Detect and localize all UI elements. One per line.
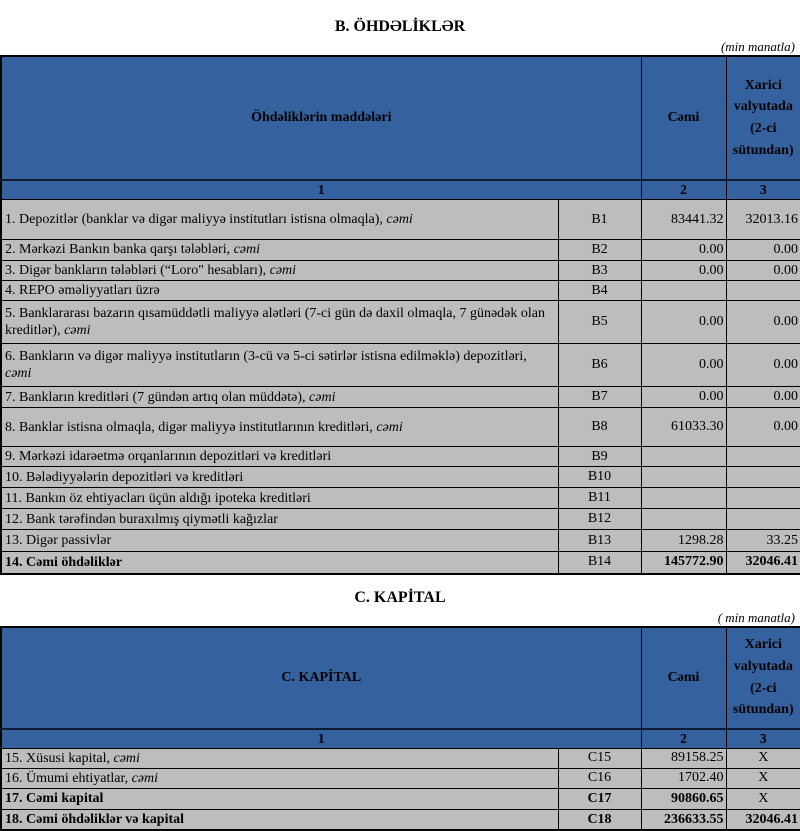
row-fx: 32046.41 — [726, 552, 800, 574]
row-label-cell — [1, 387, 558, 408]
colnum-3: 3 — [726, 180, 800, 200]
row-fx: X — [726, 748, 800, 768]
row-label: 5. Banklararası bazarın qısamüddətli maliyyə alətləri (7-ci gün də daxil olmaqla, 7 günədək olan kreditlər), — [5, 306, 545, 339]
row-label-suffix: cəmi — [305, 389, 336, 405]
row-code: B8 — [558, 408, 641, 447]
row-fx — [726, 447, 800, 467]
row-fx: X — [726, 768, 800, 788]
row-code: B5 — [558, 301, 641, 344]
row-label-cell — [1, 488, 558, 509]
section-c-title: C. KAPİTAL — [354, 588, 446, 606]
row-total: 0.00 — [641, 240, 726, 261]
row-total: 1298.28 — [641, 530, 726, 552]
row-code: B4 — [558, 281, 641, 301]
row-code: C15 — [558, 748, 641, 768]
row-label-cell — [1, 301, 558, 344]
liabilities-table — [0, 55, 800, 575]
row-code: B7 — [558, 387, 641, 408]
row-total: 1702.40 — [641, 768, 726, 788]
row-total — [641, 447, 726, 467]
row-label-cell — [1, 552, 558, 574]
row-label-suffix: cəmi — [60, 323, 91, 339]
row-label-cell — [1, 530, 558, 552]
row-label: 2. Mərkəzi Bankın banka qarşı tələbləri, — [5, 242, 231, 258]
row-label: 4. REPO əməliyyatları üzrə — [5, 283, 160, 299]
table-row — [1, 408, 800, 447]
table-row-total-liabilities-and-capital — [1, 809, 800, 830]
row-label: 8. Banklar istisna olmaqla, digər maliyyə institutlarının kreditləri, — [5, 419, 373, 435]
row-fx: 33.25 — [726, 530, 800, 552]
row-fx: 0.00 — [726, 261, 800, 281]
col-header-total: Cəmi — [641, 56, 726, 180]
row-total: 145772.90 — [641, 552, 726, 574]
row-label: 7. Bankların kreditləri (7 gündən artıq olan müddətə), — [5, 389, 306, 405]
row-label-cell — [1, 809, 558, 830]
row-label: 1. Depozitlər (banklar və digər maliyyə institutları istisna olmaqla), — [5, 211, 383, 227]
table-row — [1, 344, 800, 387]
row-code: B10 — [558, 467, 641, 488]
row-label-suffix: cəmi — [372, 419, 403, 435]
row-code: B1 — [558, 200, 641, 240]
row-label: 16. Ümumi ehtiyatlar, — [5, 770, 129, 786]
table-row — [1, 200, 800, 240]
row-fx — [726, 488, 800, 509]
row-total — [641, 281, 726, 301]
colnum-2: 2 — [641, 729, 726, 749]
table-row — [1, 301, 800, 344]
capital-colnum-row — [1, 729, 800, 749]
row-code: B2 — [558, 240, 641, 261]
row-total: 61033.30 — [641, 408, 726, 447]
table-row — [1, 447, 800, 467]
row-label: 11. Bankın öz ehtiyacları üçün aldığı ipoteka kreditləri — [5, 490, 311, 506]
row-code: B9 — [558, 447, 641, 467]
row-label: 15. Xüsusi kapital, — [5, 750, 110, 766]
section-b-unit-note: (min manatla) — [720, 39, 795, 54]
row-code: B12 — [558, 509, 641, 530]
row-label-cell — [1, 281, 558, 301]
row-label-cell — [1, 788, 558, 809]
row-code: B13 — [558, 530, 641, 552]
row-fx: 32046.41 — [726, 809, 800, 830]
row-total: 0.00 — [641, 387, 726, 408]
row-fx: 32013.16 — [726, 200, 800, 240]
row-label: 3. Digər bankların tələbləri (“Loro" hesabları), — [5, 263, 267, 278]
colnum-1: 1 — [1, 729, 641, 749]
section-b-title: B. ÖHDƏLİKLƏR — [334, 18, 466, 35]
row-fx: X — [726, 788, 800, 809]
row-label-cell — [1, 509, 558, 530]
table-row — [1, 748, 800, 768]
row-label-cell — [1, 408, 558, 447]
table-row — [1, 261, 800, 281]
row-label: 18. Cəmi öhdəliklər və kapital — [5, 812, 185, 828]
row-total: 0.00 — [641, 344, 726, 387]
row-fx: 0.00 — [726, 301, 800, 344]
row-fx: 0.00 — [726, 408, 800, 447]
row-total: 89158.25 — [641, 748, 726, 768]
row-label-cell — [1, 261, 558, 281]
col-header-fx: Xarici valyutada (2-ci sütundan) — [726, 56, 800, 180]
row-label-cell — [1, 344, 558, 387]
row-code: C16 — [558, 768, 641, 788]
row-label-suffix: cəmi — [5, 366, 32, 382]
row-label-suffix: cəmi — [110, 750, 140, 766]
col-header-items: C. KAPİTAL — [1, 627, 641, 729]
table-row — [1, 488, 800, 509]
row-fx: 0.00 — [726, 387, 800, 408]
row-code: B11 — [558, 488, 641, 509]
row-label: 17. Cəmi kapital — [5, 791, 104, 807]
col-header-items: Öhdəliklərin maddələri — [1, 56, 641, 180]
liabilities-colnum-row — [1, 180, 800, 200]
row-label: 9. Mərkəzi idarəetmə orqanlarının depozitləri və kreditləri — [5, 449, 332, 465]
row-label-suffix: cəmi — [266, 263, 297, 278]
colnum-3: 3 — [726, 729, 800, 749]
capital-table — [0, 626, 800, 831]
capital-header-row — [1, 627, 800, 729]
row-fx: 0.00 — [726, 344, 800, 387]
row-label-suffix: cəmi — [230, 242, 261, 258]
row-label: 13. Digər passivlər — [5, 533, 112, 549]
col-header-fx: Xarici valyutada (2-ci sütundan) — [726, 627, 800, 729]
table-row — [1, 467, 800, 488]
row-label-cell — [1, 467, 558, 488]
row-total: 83441.32 — [641, 200, 726, 240]
row-label-suffix: cəmi — [128, 770, 159, 786]
row-label: 6. Bankların və digər maliyyə institutların (3-cü və 5-ci sətirlər istisna edilməklə) depozitləri, — [5, 349, 527, 365]
row-total: 0.00 — [641, 261, 726, 281]
table-row — [1, 387, 800, 408]
row-code: C17 — [558, 788, 641, 809]
row-total: 236633.55 — [641, 809, 726, 830]
row-total — [641, 488, 726, 509]
row-label: 12. Bank tərəfindən buraxılmış qiymətli kağızlar — [5, 511, 278, 527]
colnum-1: 1 — [1, 180, 641, 200]
row-label-cell — [1, 240, 558, 261]
row-total — [641, 509, 726, 530]
section-c-unit-note: ( min manatla) — [717, 609, 795, 625]
row-label-cell — [1, 447, 558, 467]
row-label-cell — [1, 200, 558, 240]
row-total: 0.00 — [641, 301, 726, 344]
table-row-total-capital — [1, 788, 800, 809]
row-fx — [726, 467, 800, 488]
row-fx: 0.00 — [726, 240, 800, 261]
row-fx — [726, 281, 800, 301]
table-row — [1, 509, 800, 530]
col-header-total: Cəmi — [641, 627, 726, 729]
table-row — [1, 281, 800, 301]
row-total: 90860.65 — [641, 788, 726, 809]
row-label: 10. Bələdiyyələrin depozitləri və kreditləri — [5, 469, 244, 485]
liabilities-header-row — [1, 56, 800, 180]
row-code: C18 — [558, 809, 641, 830]
row-total — [641, 467, 726, 488]
table-row-total-liabilities — [1, 552, 800, 574]
row-code: B3 — [558, 261, 641, 281]
row-code: B14 — [558, 552, 641, 574]
table-row — [1, 530, 800, 552]
table-row — [1, 240, 800, 261]
colnum-2: 2 — [641, 180, 726, 200]
row-label-cell — [1, 748, 558, 768]
row-fx — [726, 509, 800, 530]
row-label-suffix: cəmi — [382, 211, 413, 227]
row-label: 14. Cəmi öhdəliklər — [5, 554, 123, 570]
table-row — [1, 768, 800, 788]
row-code: B6 — [558, 344, 641, 387]
row-label-cell — [1, 768, 558, 788]
